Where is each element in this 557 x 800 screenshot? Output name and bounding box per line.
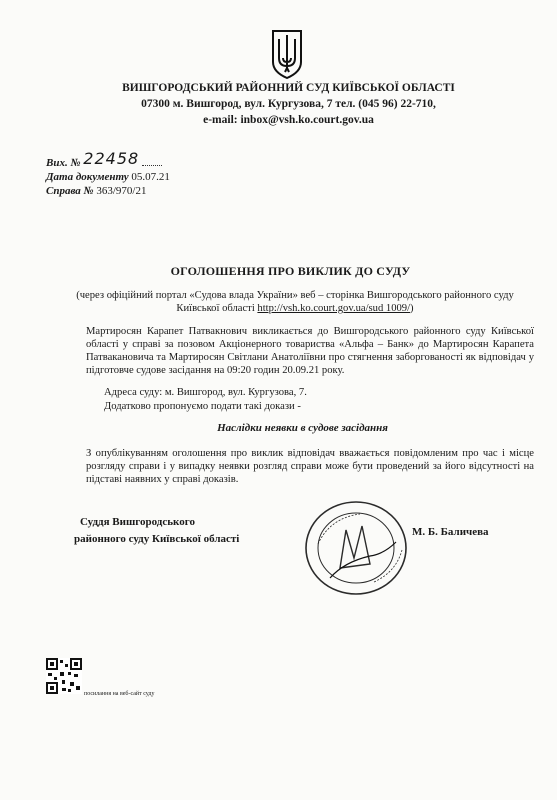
court-address: 07300 м. Вишгород, вул. Кургузова, 7 тел. (045 96) 22-710, <box>141 98 436 110</box>
intro-close: ) <box>410 303 414 314</box>
consequences-title: Наслідки неявки в судове засідання <box>217 422 388 434</box>
judge-role <box>74 514 294 548</box>
court-website-link[interactable]: http://vsh.ko.court.gov.ua/sud 1009/ <box>257 303 411 314</box>
evidence-line: Додатково пропонуємо подати такі докази - <box>104 401 301 412</box>
qr-caption: посилання на веб-сайт суду <box>84 691 155 697</box>
judge-name: М. Б. Баличева <box>412 526 489 538</box>
court-email: e-mail: inbox@vsh.ko.court.gov.ua <box>203 114 374 126</box>
document-meta <box>46 149 286 198</box>
judge-role-line2: районного суду Київської області <box>74 533 240 545</box>
case-label: Справа № <box>46 185 94 197</box>
court-address-line: Адреса суду: м. Вишгород, вул. Кургузова, 7. <box>104 387 307 398</box>
official-stamp-icon <box>300 498 412 598</box>
consequences-paragraph: З опублікуванням оголошення про виклик відповідач вважається повідомленим про час і місце розгляду справи і у випадку неявки розгляд справи може бути проведений за його відсутності на підставі наявних у справі доказів. <box>86 448 534 485</box>
intro-text: (через офіційний портал «Судова влада України» веб – сторінка Вишгородського районного суду Київської області <box>76 290 514 314</box>
date-value: 05.07.21 <box>131 171 170 183</box>
trident-emblem-icon <box>270 28 304 80</box>
outgoing-number: 22458 <box>83 149 140 168</box>
case-value: 363/970/21 <box>96 185 147 197</box>
qr-code-icon[interactable] <box>46 658 82 694</box>
date-label: Дата документу <box>46 171 129 183</box>
intro-paragraph <box>56 289 534 315</box>
court-name: ВИШГОРОДСЬКИЙ РАЙОННИЙ СУД КИЇВСЬКОЇ ОБЛАСТІ <box>122 82 455 94</box>
outgoing-label: Вих. № <box>46 157 81 169</box>
page-title: ОГОЛОШЕННЯ ПРО ВИКЛИК ДО СУДУ <box>170 264 411 278</box>
summons-paragraph: Мартиросян Карапет Патвакнович викликається до Вишгородського районного суду Київської області у справі за позовом Акціонерного товариства «Альфа – Банк» до Мартиросян Карапета Патвакановича та Мартиросян Світлани Анатоліївни про стягнення заборгованості як відповідач у підготовче судове засідання на 09:20 годин 20.09.21 року. <box>86 326 534 376</box>
judge-role-line1: Суддя Вишгородського <box>80 516 195 528</box>
